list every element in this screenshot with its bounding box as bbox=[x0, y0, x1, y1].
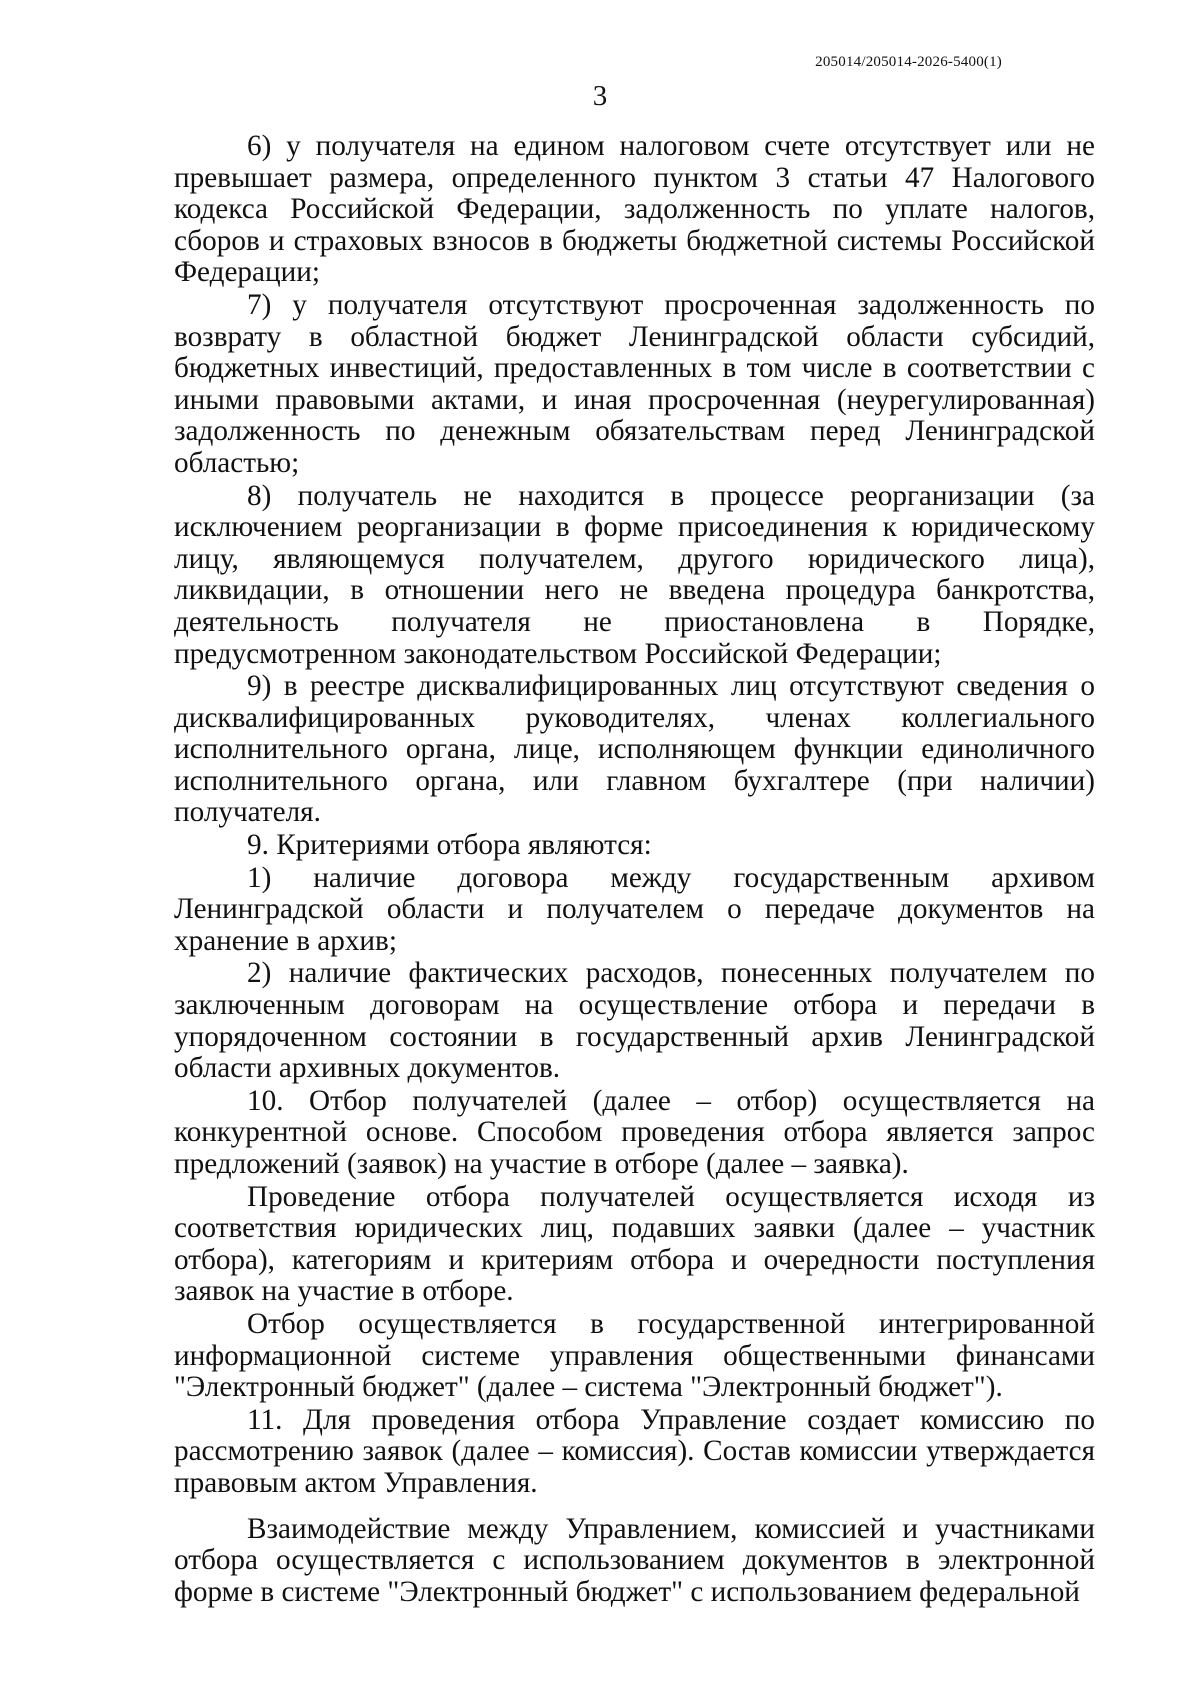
paragraph-item-7: 7) у получателя отсутствуют просроченная задолженность по возврату в областной бюджет Ленинградской области субсидий, бюджетных инвестиций, предоставленных в том числе в соответствии с иными правовыми актами, и иная просроченная (неурегулированная) задолженность по денежным обязательствам перед Ленинградской областью; bbox=[174, 288, 1095, 479]
paragraph-item-6: 6) у получателя на едином налоговом счете отсутствует или не превышает размера, определенного пунктом 3 статьи 47 Налогового кодекса Российской Федерации, задолженность по уплате налогов, сборов и страховых взносов в бюджеты бюджетной системы Российской Федерации; bbox=[174, 130, 1095, 289]
document-body bbox=[174, 131, 1095, 1609]
paragraph-selection-system: Отбор осуществляется в государственной интегрированной информационной системе управления общественными финансами "Электронный бюджет" (далее – система "Электронный бюджет"). bbox=[174, 1307, 1095, 1404]
paragraph-criterion-1: 1) наличие договора между государственным архивом Ленинградской области и получателем о передаче документов на хранение в архив; bbox=[174, 861, 1095, 957]
paragraph-item-8: 8) получатель не находится в процессе реорганизации (за исключением реорганизации в форме присоединения к юридическому лицу, являющемуся получателем, другого юридического лица), ликвидации, в отношении него не введена процедура банкротства, деятельность получателя не приостановлена в Порядке, предусмотренном законодательством Российской Федерации; bbox=[174, 479, 1095, 670]
paragraph-selection-conduct: Проведение отбора получателей осуществляется исходя из соответствия юридических лиц, подавших заявки (далее – участник отбора), категориям и критериям отбора и очередности поступления заявок на участие в отборе. bbox=[174, 1180, 1095, 1308]
paragraph-interaction: Взаимодействие между Управлением, комиссией и участниками отбора осуществляется с использованием документов в электронной форме в системе "Электронный бюджет" с использованием федеральной bbox=[174, 1512, 1095, 1608]
paragraph-item-9: 9) в реестре дисквалифицированных лиц отсутствуют сведения о дисквалифицированных руководителях, членах коллегиального исполнительного органа, лице, исполняющем функции единоличного исполнительного органа, или главном бухгалтере (при наличии) получателя. bbox=[174, 670, 1095, 829]
paragraph-section-10: 10. Отбор получателей (далее – отбор) осуществляется на конкурентной основе. Способом проведения отбора является запрос предложений (заявок) на участие в отборе (далее – заявка). bbox=[174, 1084, 1095, 1180]
page-number: 3 bbox=[592, 80, 608, 112]
paragraph-section-9-heading: 9. Критериями отбора являются: bbox=[247, 829, 652, 862]
paragraph-section-11: 11. Для проведения отбора Управление создает комиссию по рассмотрению заявок (далее – комиссия). Состав комиссии утверждается правовым актом Управления. bbox=[174, 1403, 1095, 1499]
document-code: 205014/205014-2026-5400(1) bbox=[815, 54, 1002, 70]
paragraph-criterion-2: 2) наличие фактических расходов, понесенных получателем по заключенным договорам на осуществление отбора и передачи в упорядоченном состоянии в государственный архив Ленинградской области архивных документов. bbox=[174, 957, 1095, 1085]
